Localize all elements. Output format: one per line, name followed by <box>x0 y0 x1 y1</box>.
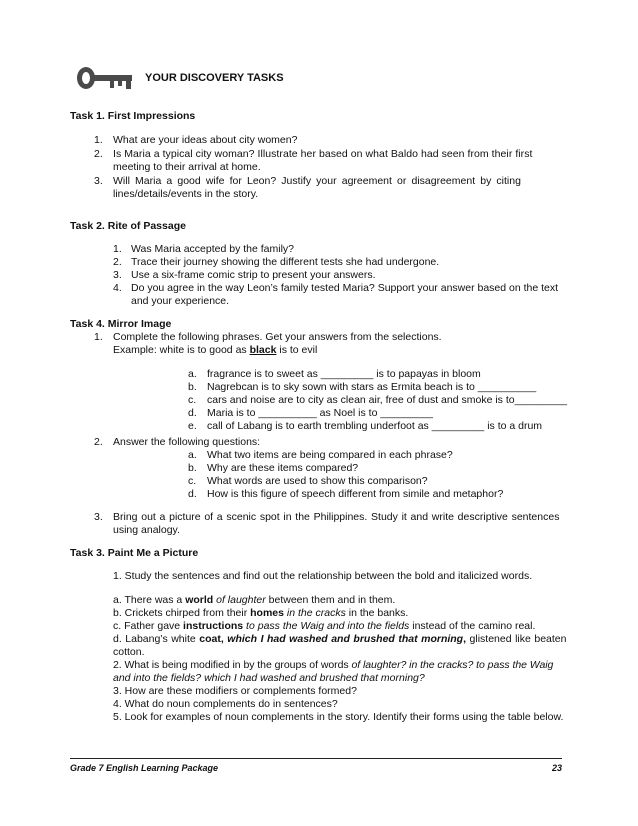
list-item: call of Labang is to earth trembling underfoot as _________ is to a drum <box>207 420 543 432</box>
task4-title: Task 4. Mirror Image <box>70 318 172 330</box>
list-number: 1. <box>94 134 103 146</box>
list-letter: c. <box>188 475 197 487</box>
question-3: 3. How are these modifiers or complements formed? <box>113 685 357 697</box>
sentence-d-cont: cotton. <box>113 646 145 658</box>
list-item: Trace their journey showing the different tests she had undergone. <box>131 256 440 268</box>
list-item: Maria is to __________ as Noel is to _________ <box>207 407 433 419</box>
list-item: Will Maria a good wife for Leon? Justify your agreement or disagreement by citing <box>113 175 521 187</box>
bold-comma: , <box>463 633 467 645</box>
example-word: black <box>249 344 277 356</box>
list-item: Use a six-frame comic strip to present your answers. <box>131 269 376 281</box>
sentence-text: glistened like beaten <box>466 633 567 645</box>
sentence-text: c. Father gave <box>113 620 184 632</box>
sentence-text: d. Labang’s white <box>113 633 200 645</box>
example-line <box>113 344 317 358</box>
list-number: 1. <box>94 331 103 343</box>
task1-title: Task 1. First Impressions <box>70 110 196 122</box>
list-letter: e. <box>188 420 197 432</box>
question-4: 4. What do noun complements do in sentences? <box>113 698 338 710</box>
task3-title: Task 3. Paint Me a Picture <box>70 547 199 559</box>
task2-title: Task 2. Rite of Passage <box>70 220 186 232</box>
list-letter: a. <box>188 368 197 380</box>
sentence-text: instead of the camino real. <box>409 620 536 632</box>
question-5: 5. Look for examples of noun complements in the story. Identify their forms using the table below. <box>113 711 564 723</box>
list-item-cont: meeting to their arrival at home. <box>113 161 261 173</box>
list-item: What two items are being compared in each phrase? <box>207 449 453 461</box>
italic-phrase: of laughter? in the cracks? to pass the Waig <box>351 659 554 671</box>
footer-title: Grade 7 English Learning Package <box>70 763 219 773</box>
question-2-cont: and into the fields? which I had washed and brushed that morning? <box>113 672 425 684</box>
question-text: 2. What is being modified in by the groups of words <box>113 659 352 671</box>
question-2 <box>113 659 553 673</box>
list-item: Nagrebcan is to sky sown with stars as Ermita beach is to __________ <box>207 381 537 393</box>
italic-phrase: of laughter <box>213 594 266 606</box>
list-item: fragrance is to sweet as _________ is to papayas in bloom <box>207 368 481 380</box>
list-letter: d. <box>188 488 197 500</box>
list-letter: b. <box>188 381 197 393</box>
list-item: Was Maria accepted by the family? <box>131 243 295 255</box>
list-item: What words are used to show this comparison? <box>207 475 428 487</box>
sentence-c <box>113 620 535 634</box>
list-item: How is this figure of speech different from simile and metaphor? <box>207 488 504 500</box>
list-item: Do you agree in the way Leon’s family tested Maria? Support your answer based on the text <box>131 282 559 294</box>
italic-phrase: to pass the Waig and into the fields <box>243 620 410 632</box>
bold-word: world <box>185 594 214 606</box>
task3-intro: 1. Study the sentences and find out the relationship between the bold and italicized words. <box>113 570 533 582</box>
sentence-text: in the banks. <box>345 607 409 619</box>
example-pre: Example: white is to good as <box>113 344 250 356</box>
bold-word: homes <box>250 607 284 619</box>
sentence-text: b. Crickets chirped from their <box>113 607 251 619</box>
list-number: 3. <box>113 269 122 281</box>
key-icon <box>74 64 134 92</box>
list-number: 3. <box>94 511 103 523</box>
list-item: What are your ideas about city women? <box>113 134 298 146</box>
footer-rule <box>70 758 562 759</box>
list-item: Bring out a picture of a scenic spot in the Philippines. Study it and write descriptive sentences <box>113 511 560 523</box>
list-letter: c. <box>188 394 197 406</box>
list-letter: d. <box>188 407 197 419</box>
sentence-text: a. There was a <box>113 594 186 606</box>
sentence-d <box>113 633 566 647</box>
italic-phrase: which I had washed and brushed that morning <box>223 633 464 645</box>
sentence-text: between them and in them. <box>265 594 396 606</box>
list-item-cont: using analogy. <box>113 524 180 536</box>
page-title: YOUR DISCOVERY TASKS <box>145 72 284 84</box>
example-post: is to evil <box>276 344 318 356</box>
page-number: 23 <box>551 763 562 773</box>
list-letter: b. <box>188 462 197 474</box>
sentence-b <box>113 607 408 621</box>
list-number: 2. <box>94 436 103 448</box>
list-number: 3. <box>94 175 103 187</box>
bold-word: instructions <box>183 620 244 632</box>
list-number: 2. <box>113 256 122 268</box>
list-item-cont: lines/details/events in the story. <box>113 188 259 200</box>
list-item: Answer the following questions: <box>113 436 261 448</box>
page-footer <box>70 762 562 776</box>
list-number: 4. <box>113 282 122 294</box>
sentence-a <box>113 594 395 608</box>
italic-phrase: in the cracks <box>283 607 346 619</box>
list-item-cont: and your experience. <box>131 295 230 307</box>
bold-word: coat, <box>199 633 224 645</box>
list-item: Is Maria a typical city woman? Illustrate her based on what Baldo had seen from their first <box>113 148 533 160</box>
list-letter: a. <box>188 449 197 461</box>
list-item: Why are these items compared? <box>207 462 359 474</box>
list-item: cars and noise are to city as clean air, free of dust and smoke is to_________ <box>207 394 568 406</box>
list-number: 2. <box>94 148 103 160</box>
list-number: 1. <box>113 243 122 255</box>
list-item: Complete the following phrases. Get your answers from the selections. <box>113 331 442 343</box>
